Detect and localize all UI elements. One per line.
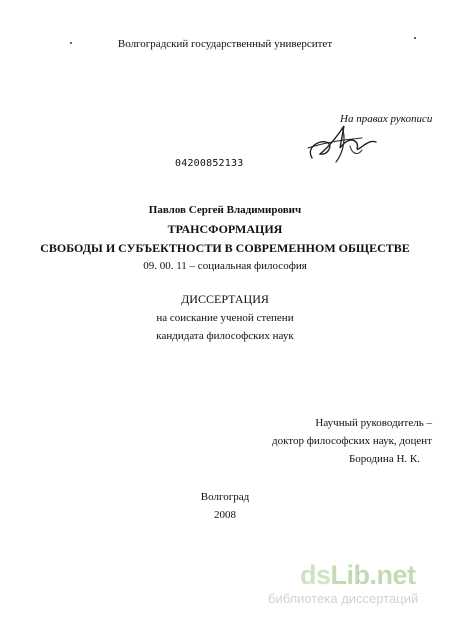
specialty: 09. 00. 11 – социальная философия	[143, 260, 307, 272]
year: 2008	[214, 509, 236, 521]
supervisor-title: доктор философских наук, доцент	[272, 435, 432, 447]
title-line-2: СВОБОДЫ И СУБЪЕКТНОСТИ В СОВРЕМЕННОМ ОБЩЕСТВЕ	[40, 241, 410, 255]
manuscript-note: На правах рукописи	[340, 113, 433, 125]
author-name: Павлов Сергей Владимирович	[148, 204, 302, 216]
degree-line-1: на соискание ученой степени	[156, 312, 294, 324]
watermark-subtitle: библиотека диссертаций	[268, 591, 419, 606]
title-line-1: ТРАНСФОРМАЦИЯ	[167, 222, 283, 236]
supervisor-name: Бородина Н. К.	[348, 453, 420, 465]
city: Волгоград	[200, 491, 250, 503]
registry-number: 04200852133	[175, 158, 244, 169]
university-name: Волгоградский государственный университет	[117, 38, 333, 50]
watermark-brand: dsLib.net	[300, 560, 416, 590]
watermark-logo	[300, 560, 416, 591]
signature	[300, 118, 380, 170]
degree-line-2: кандидата философских наук	[156, 330, 294, 342]
supervisor-label: Научный руководитель –	[315, 417, 432, 429]
document-type: ДИССЕРТАЦИЯ	[181, 292, 269, 306]
